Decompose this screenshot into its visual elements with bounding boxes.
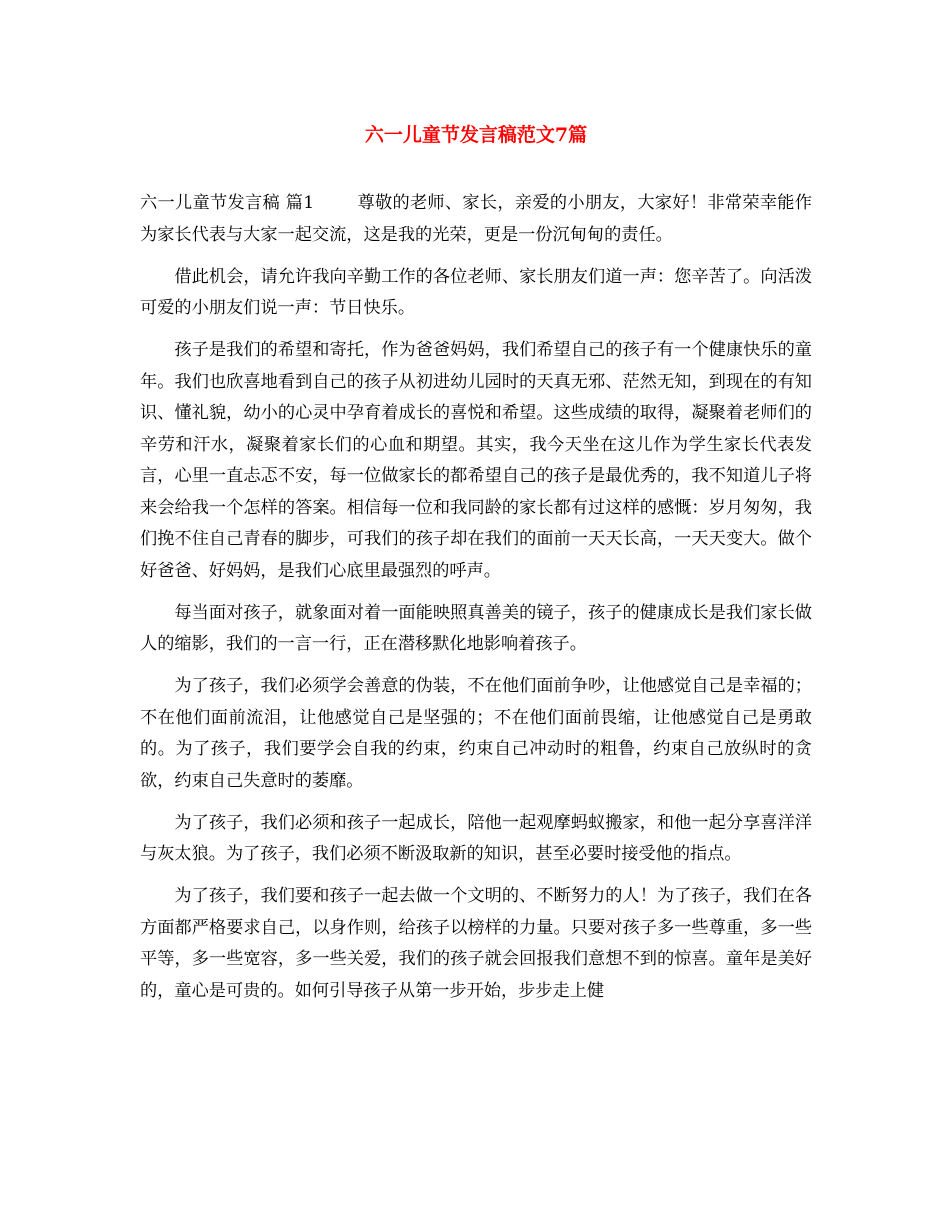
paragraph-4: 每当面对孩子，就象面对着一面能映照真善美的镜子，孩子的健康成长是我们家长做人的缩影，我们的一言一行，正在潜移默化地影响着孩子。: [140, 602, 812, 654]
paragraph-5: 为了孩子，我们必须学会善意的伪装，不在他们面前争吵，让他感觉自己是幸福的；不在他们面前流泪，让他感觉自己是坚强的；不在他们面前畏缩，让他感觉自己是勇敢的。为了孩子，我们要学会自我的约束，约束自己冲动时的粗鲁，约束自己放纵时的贪欲，约束自己失意时的萎靡。: [140, 676, 812, 791]
paragraph-1-text: 尊敬的老师、家长，亲爱的小朋友，大家好！非常荣幸能作为家长代表与大家一起交流，这是我的光荣，更是一份沉甸甸的责任。: [140, 193, 812, 245]
paragraph-3: 孩子是我们的希望和寄托，作为爸爸妈妈，我们希望自己的孩子有一个健康快乐的童年。我们也欣喜地看到自己的孩子从初进幼儿园时的天真无邪、茫然无知，到现在的有知识、懂礼貌，幼小的心灵中孕育着成长的喜悦和希望。这些成绩的取得，凝聚着老师们的辛劳和汗水，凝聚着家长们的心血和期望。其实，我今天坐在这儿作为学生家长代表发言，心里一直忐忑不安，每一位做家长的都希望自己的孩子是最优秀的，我不知道儿子将来会给我一个怎样的答案。相信每一位和我同龄的家长都有过这样的感慨：岁月匆匆，我们挽不住自己青春的脚步，可我们的孩子却在我们的面前一天天长高，一天天变大。做个好爸爸、好妈妈，是我们心底里最强烈的呼声。: [140, 340, 812, 581]
paragraph-1: [140, 188, 812, 251]
document-page: [140, 0, 812, 1230]
paragraph-6: 为了孩子，我们必须和孩子一起成长，陪他一起观摩蚂蚁搬家，和他一起分享喜洋洋与灰太狼。为了孩子，我们必须不断汲取新的知识，甚至必要时接受他的指点。: [140, 812, 812, 864]
paragraph-2: 借此机会，请允许我向辛勤工作的各位老师、家长朋友们道一声：您辛苦了。向活泼可爱的小朋友们说一声：节日快乐。: [140, 266, 812, 318]
document-body: [140, 188, 812, 1018]
paragraph-7: 为了孩子，我们要和孩子一起去做一个文明的、不断努力的人！为了孩子，我们在各方面都严格要求自己，以身作则，给孩子以榜样的力量。只要对孩子多一些尊重，多一些平等，多一些宽容，多一些关爱，我们的孩子就会回报我们意想不到的惊喜。童年是美好的，童心是可贵的。如何引导孩子从第一步开始，步步走上健: [140, 886, 812, 1001]
document-title: 六一儿童节发言稿范文7篇: [364, 124, 588, 146]
section-label: 六一儿童节发言稿 篇1: [140, 193, 315, 213]
